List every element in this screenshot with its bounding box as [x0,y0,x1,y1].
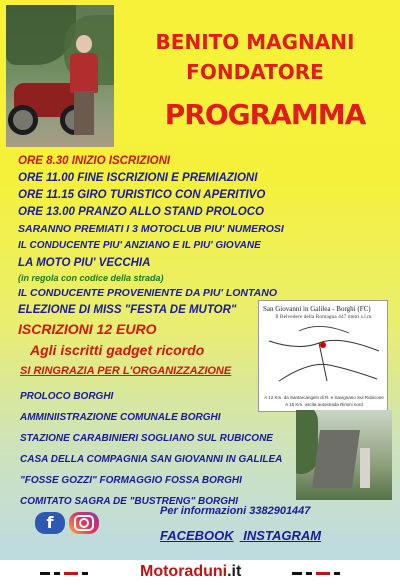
sponsor-item: COMITATO SAGRA DE "BUSTRENG" BORGHI [20,496,239,507]
schedule-item: ORE 11.15 GIRO TURISTICO CON APERITIVO [18,189,266,201]
sponsor-item: CASA DELLA COMPAGNIA SAN GIOVANNI IN GALILEA [20,454,283,465]
gadget-note: Agli iscritti gadget ricordo [30,342,205,358]
map-roads [259,321,389,393]
thanks-heading: SI RINGRAZIA PER L'ORGANIZZAZIONE [20,365,232,377]
map-distance-1: A 12 Km. da Santarcangelo di R. e Savignano Sul Rubicone [264,395,384,400]
facebook-link[interactable]: FACEBOOK [160,528,234,543]
schedule-item: IL CONDUCENTE PIU' ANZIANO E IL PIU' GIOVANE [18,240,261,251]
instagram-icon[interactable] [69,512,99,534]
info-phone: Per informazioni 3382901447 [160,505,311,517]
footer-dashes-left [40,572,100,575]
sponsor-item: "FOSSE GOZZI" FORMAGGIO FOSSA BORGHI [20,475,242,486]
sponsor-item: STAZIONE CARABINIERI SOGLIANO SUL RUBICONE [20,433,273,444]
footer-bar [0,560,400,585]
schedule-item: ORE 8.30 INIZIO ISCRIZIONI [18,155,171,167]
map-subtitle: Il Belvedere della Romagna 447 metri s.l.m. [275,314,373,320]
schedule-item: SARANNO PREMIATI I 3 MOTOCLUB PIU' NUMEROSI [18,223,284,235]
schedule-item: ORE 11.00 FINE ISCRIZIONI E PREMIAZIONI [18,172,258,184]
instagram-link[interactable]: INSTAGRAM [243,528,322,543]
brand-domain: .it [227,563,242,580]
monument-photo [296,410,392,500]
social-links [160,528,327,543]
map-title: San Giovanni in Galilea - Borghi (FC) [263,305,371,313]
schedule-item: ORE 13.00 PRANZO ALLO STAND PROLOCO [18,206,264,218]
schedule-item: LA MOTO PIU' VECCHIA [18,257,151,269]
founder-role: FONDATORE [186,60,324,84]
schedule-item: ELEZIONE DI MISS "FESTA DE MUTOR" [18,304,237,316]
brand-name: Motoraduni [140,563,228,580]
map-distance-2: A 15 Km. uscita autostrada Rimini nord [285,402,363,407]
social-icons[interactable] [35,510,105,536]
program-heading: PROGRAMMA [164,98,366,131]
sponsor-item: PROLOCO BORGHI [20,391,114,402]
registration-fee: ISCRIZIONI 12 EURO [18,321,157,337]
founder-name: BENITO MAGNANI [155,30,355,54]
schedule-note: (in regola con codice della strada) [18,273,164,283]
sponsor-item: AMMINIISTRAZIONE COMUNALE BORGHI [20,412,221,423]
footer-dashes-right [292,572,352,575]
founder-photo [6,5,114,147]
schedule-item: IL CONDUCENTE PROVENIENTE DA PIU' LONTANO [18,287,277,299]
facebook-icon[interactable]: f [35,512,65,534]
location-map [258,300,388,412]
brand-logo[interactable] [140,563,241,581]
